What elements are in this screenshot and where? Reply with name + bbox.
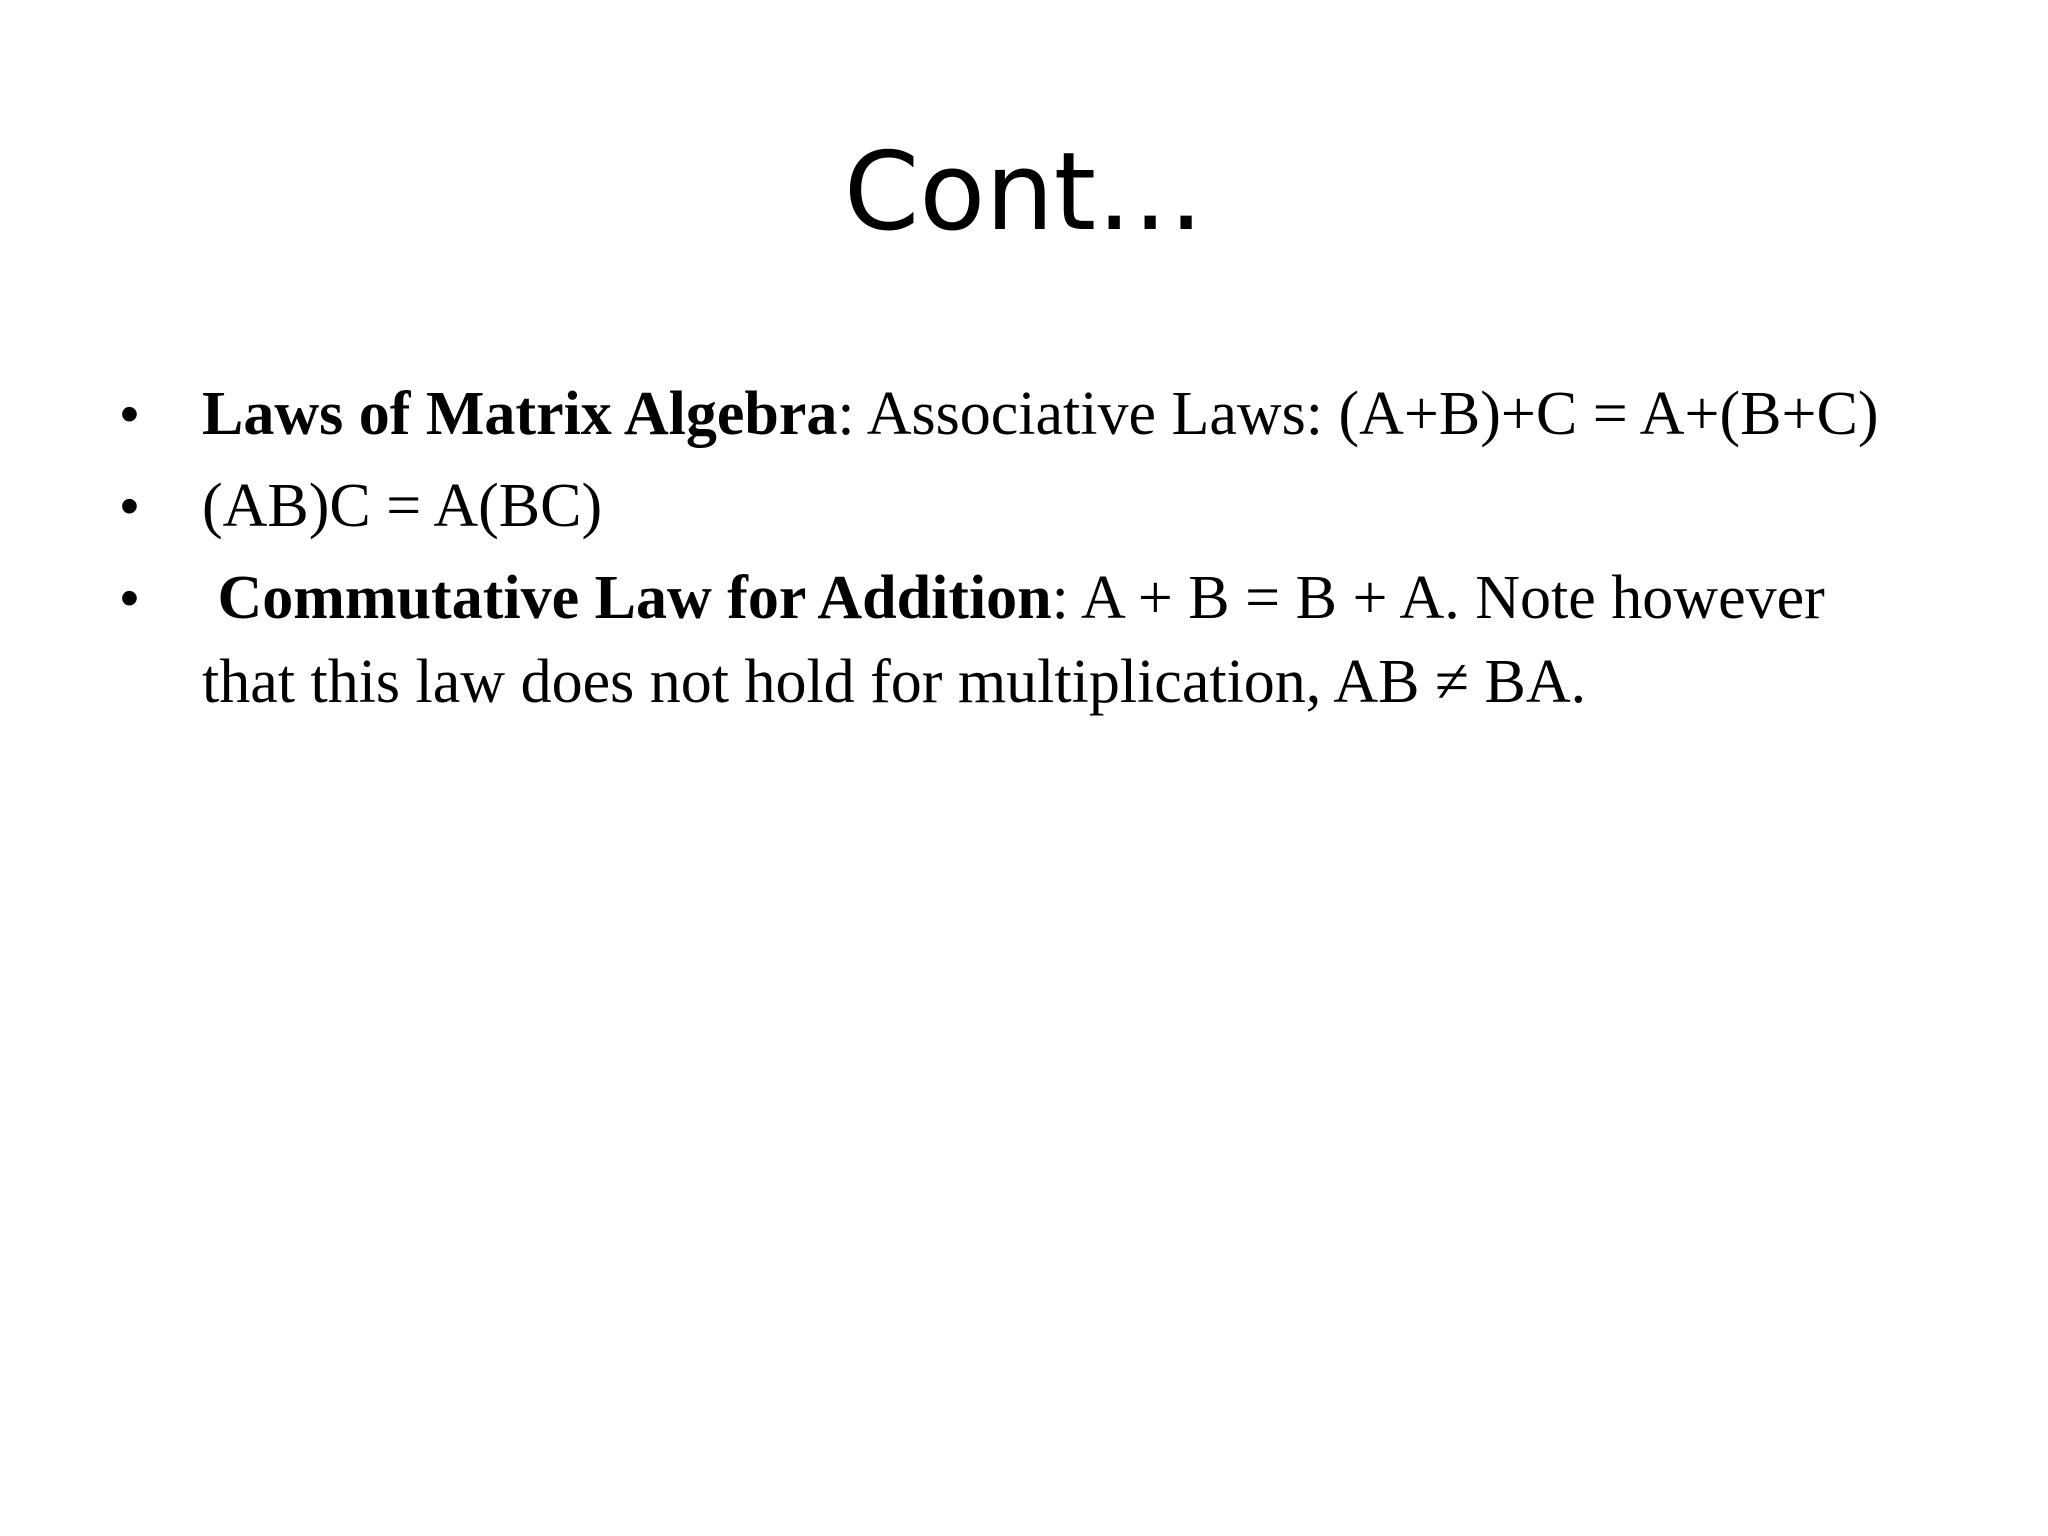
bullet-list (120, 372, 1900, 732)
bullet-text: : Associative Laws: (A+B)+C = A+(B+C) (837, 380, 1879, 448)
bullet-item-product-associativity (120, 464, 1900, 548)
bullet-text: (AB)C = A(BC) (202, 472, 603, 540)
bullet-item-commutative-law (120, 556, 1900, 724)
slide-title: Cont… (843, 130, 1205, 255)
bullet-text: : A + B = B + A. Note however that this law does not hold for multiplication, AB ≠ BA. (202, 564, 1825, 716)
bullet-marker: • (120, 384, 139, 444)
bullet-heading: Laws of Matrix Algebra (202, 380, 838, 448)
bullet-lead-space (202, 564, 218, 632)
bullet-marker: • (120, 476, 139, 536)
bullet-marker: • (120, 568, 139, 628)
bullet-heading: Commutative Law for Addition (217, 564, 1052, 632)
bullet-item-associative-laws (120, 372, 1900, 456)
